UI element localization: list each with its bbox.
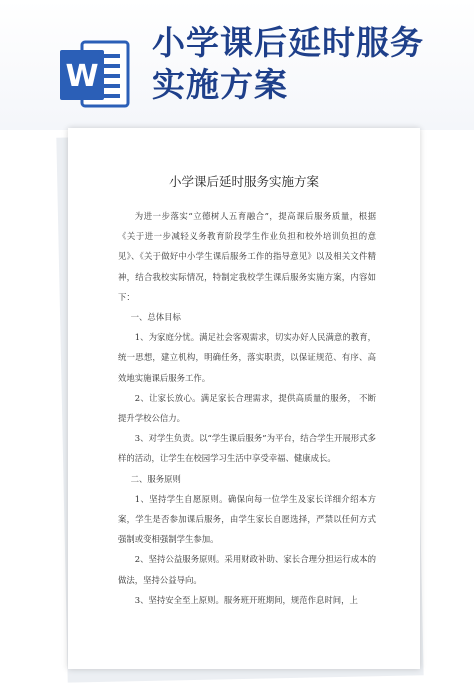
body-paragraph: 1、坚持学生自愿原则。确保向每一位学生及家长详细介绍本方案，学生是否参加课后服务，由学生家长自愿选择，严禁以任何方式强制或变相强制学生参加。 (118, 493, 376, 545)
document-page (68, 128, 420, 669)
document-preview (68, 128, 420, 669)
banner-title-line-2: 实施方案 (152, 65, 288, 104)
body-paragraph: 1、为家庭分忧。满足社会客观需求，切实办好人民满意的教育，统一思想，建立机构，明确任务，落实职责，以保证规范、有序、高效地实施课后服务工作。 (118, 332, 376, 383)
body-paragraph: 2、让家长放心。满足家长合理需求，提供高质量的服务， 不断提升学校公信力。 (118, 392, 376, 424)
document-title: 小学课后延时服务实施方案 (168, 174, 319, 189)
section-heading: 二、服务原则 (130, 473, 181, 484)
document-body (118, 206, 376, 610)
banner-title-line-1: 小学课后延时服务 (152, 23, 424, 62)
body-paragraph: 为进一步落实“立德树人五育融合”，提高课后服务质量，根据《关于进一步减轻义务教育阶段学生作业负担和校外培训负担的意见》、《关于做好中小学生课后服务工作的指导意见》以及相关文件精神，结合我校实际情况，特制定我校学生课后服务实施方案，内容如下： (118, 211, 376, 302)
body-paragraph: 3、对学生负责。以“学生课后服务”为平台，结合学生开展形式多样的活动，让学生在校园学习生活中享受幸福、健康成长。 (118, 433, 376, 464)
header-banner (0, 0, 474, 130)
body-paragraph: 3、坚持安全至上原则。服务班开班期间，规范作息时间，上 (134, 594, 358, 605)
word-icon-letter: W (65, 59, 99, 94)
banner-title (152, 22, 424, 106)
body-paragraph: 2、坚持公益服务原则。采用财政补助、家长合理分担运行成本的做法，坚持公益导向。 (118, 554, 376, 585)
word-document-icon (58, 36, 132, 112)
section-heading: 一、总体目标 (130, 312, 181, 323)
